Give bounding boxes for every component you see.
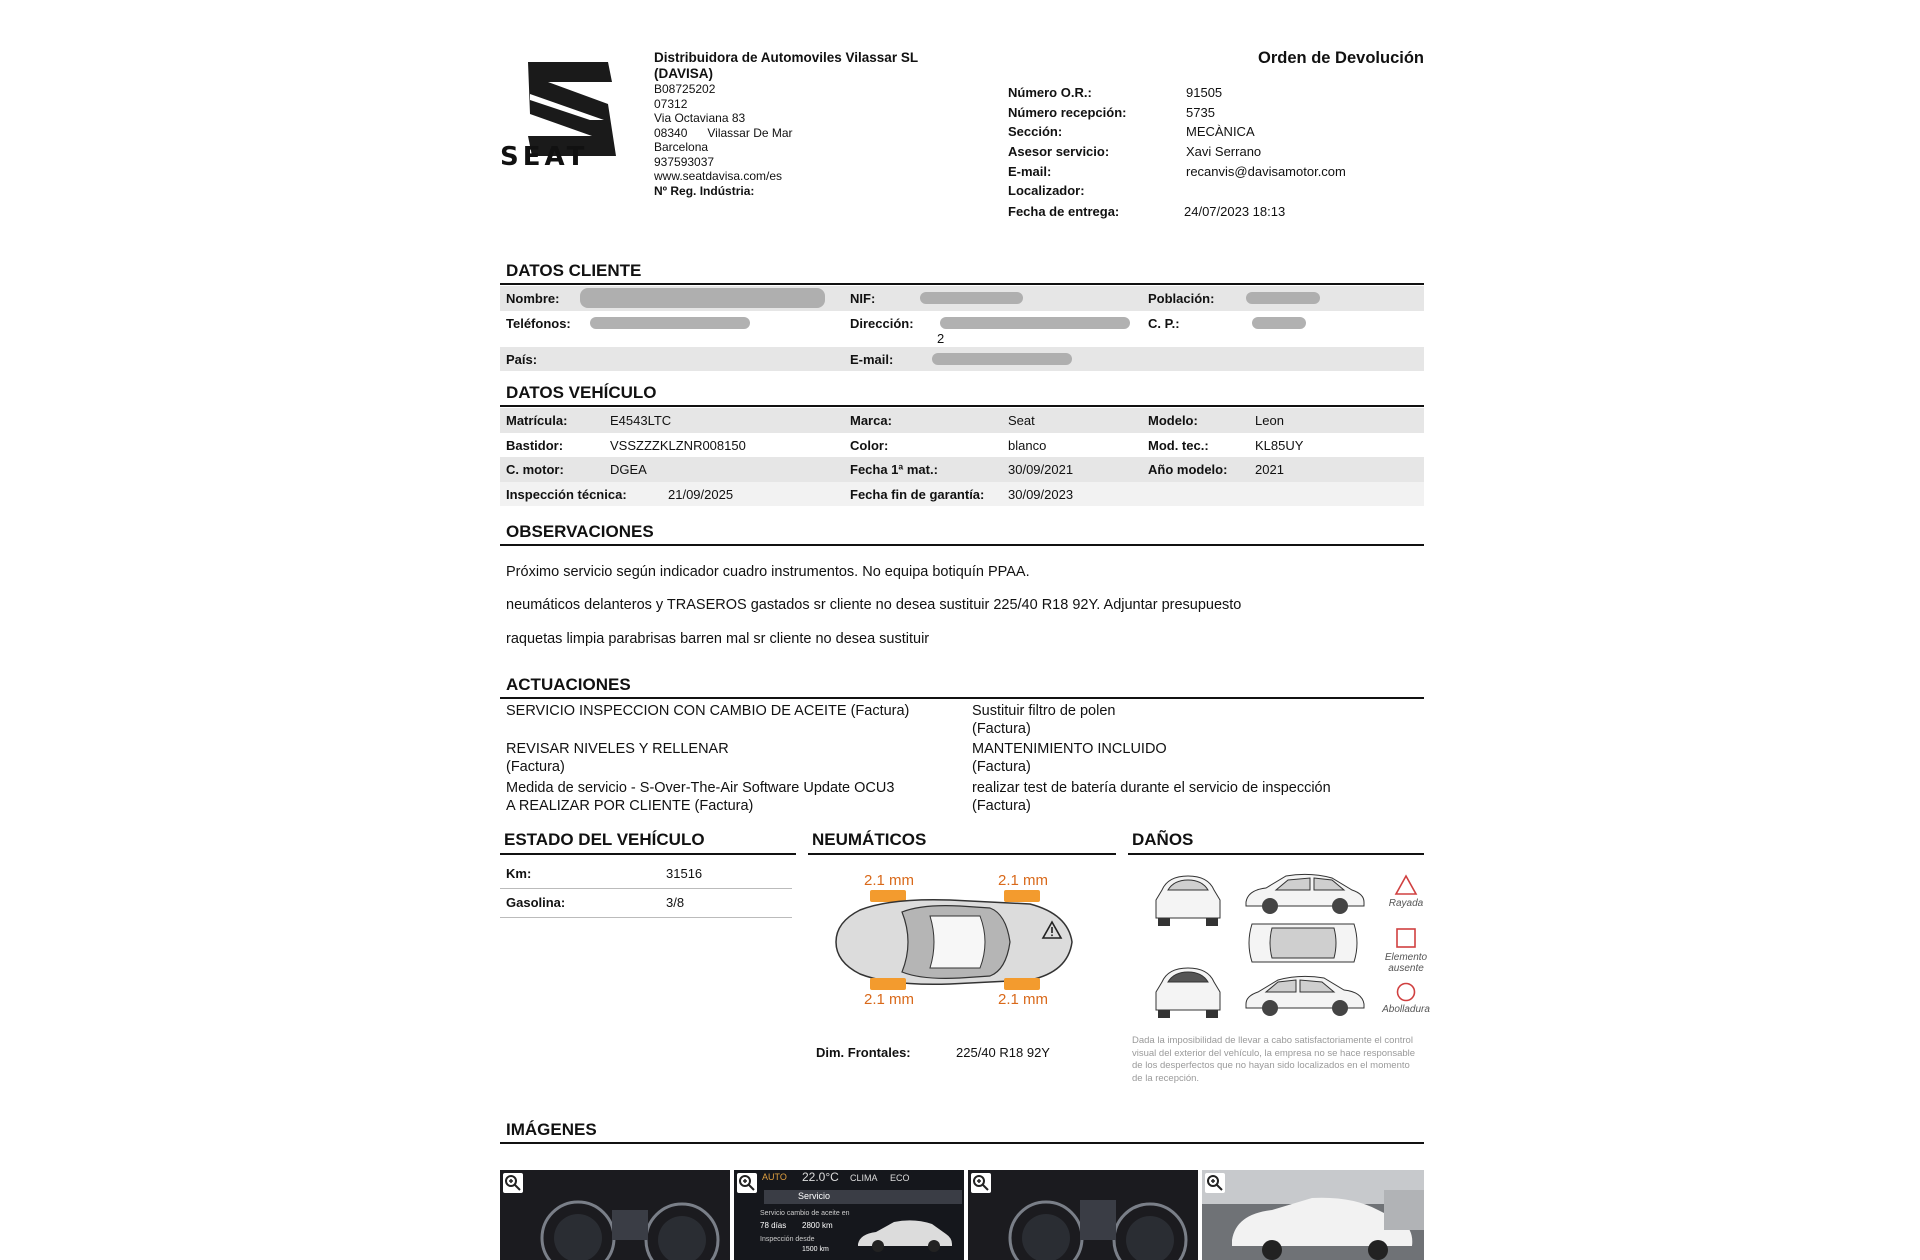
image-thumbnail[interactable]: [734, 1170, 964, 1260]
vehicle-label: Fecha 1ª mat.:: [850, 462, 938, 477]
car-silhouette-icon: [854, 1214, 954, 1254]
dent-circle-icon: [1396, 982, 1416, 1002]
vehicle-value: Seat: [1008, 413, 1035, 428]
redacted-block: [940, 317, 1130, 329]
vehicle-label: Inspección técnica:: [506, 486, 627, 502]
order-value[interactable]: recanvis@davisamotor.com: [1186, 163, 1346, 179]
estado-value: 3/8: [666, 895, 685, 910]
vehicle-label: Matrícula:: [506, 413, 568, 428]
vehicle-value: blanco: [1008, 437, 1047, 453]
vehicle-value: E4543LTC: [610, 413, 672, 428]
estado-label: Km:: [506, 866, 532, 881]
section-title-neumaticos: NEUMÁTICOS: [812, 830, 927, 849]
thumb-text: 78 días: [760, 1221, 787, 1230]
thumb-text: 22.0°C: [802, 1170, 839, 1184]
section-divider: [500, 853, 796, 855]
label-poblacion: Población:: [1148, 291, 1215, 306]
company-postal: 08340: [654, 125, 688, 140]
actuacion-item: Sustituir filtro de polen (Factura): [972, 703, 1116, 737]
tread-rear-left: 2.1 mm: [864, 991, 915, 1008]
company-code: 07312: [654, 96, 688, 111]
label-cp: C. P.:: [1148, 315, 1180, 331]
order-value: 5735: [1186, 104, 1215, 120]
section-divider: [808, 853, 1116, 855]
vehicle-value: 30/09/2023: [1008, 486, 1074, 502]
estado-label: Gasolina:: [506, 895, 566, 910]
company-address: Via Octaviana 83: [654, 111, 746, 125]
tire-rear-left: [870, 978, 906, 990]
actuacion-item: realizar test de batería durante el servicio de inspección (Factura): [972, 780, 1331, 814]
vehicle-row: [500, 408, 1424, 433]
legend-elemento-ausente: Elemento ausente: [1384, 952, 1428, 974]
vehicle-label: Modelo:: [1148, 413, 1198, 428]
thumb-text: 1500 km: [802, 1246, 829, 1253]
car-rear-view-icon: [1148, 962, 1228, 1022]
actuacion-item: SERVICIO INSPECCION CON CAMBIO DE ACEITE (Factura): [506, 703, 910, 719]
thumb-text: CLIMA: [850, 1173, 878, 1183]
dim-frontales-value: 225/40 R18 92Y: [956, 1045, 1050, 1060]
observation-line: neumáticos delanteros y TRASEROS gastados sr cliente no desea sustituir 225/40 R18 92Y. Adjuntar presupuesto: [506, 597, 1242, 613]
section-title-vehiculo: DATOS VEHÍCULO: [506, 383, 657, 402]
thumb-text: 2800 km: [802, 1221, 833, 1230]
image-thumbnail[interactable]: [968, 1170, 1198, 1260]
scratch-triangle-icon: [1394, 874, 1418, 896]
vehicle-row: [500, 482, 1424, 507]
section-title-actuaciones: ACTUACIONES: [506, 675, 631, 694]
tread-front-right: 2.1 mm: [998, 872, 1049, 889]
section-title-imagenes: IMÁGENES: [506, 1120, 597, 1139]
vehicle-label: Fecha fin de garantía:: [850, 486, 985, 502]
label-direccion: Dirección:: [850, 315, 914, 331]
vehicle-value: 30/09/2021: [1008, 462, 1074, 477]
redacted-block: [1252, 317, 1306, 329]
observation-line: raquetas limpia parabrisas barren mal sr cliente no desea sustituir: [506, 631, 930, 647]
warning-triangle-icon: [1041, 920, 1063, 940]
label-pais: País:: [506, 351, 538, 367]
company-province: Barcelona: [654, 140, 709, 154]
vehicle-label: Marca:: [850, 413, 892, 428]
document-page: [500, 0, 1430, 1260]
zoom-icon[interactable]: [737, 1173, 757, 1193]
dashboard-cluster-icon: [968, 1170, 1198, 1260]
actuacion-item: REVISAR NIVELES Y RELLENAR (Factura): [506, 741, 729, 775]
vehicle-value: Leon: [1255, 413, 1284, 428]
order-value: 24/07/2023 18:13: [1184, 204, 1286, 220]
vehicle-label: C. motor:: [506, 462, 564, 477]
vehicle-row: [500, 433, 1424, 458]
car-side-right-icon: [1240, 868, 1370, 918]
vehicle-label: Mod. tec.:: [1148, 437, 1209, 453]
order-value: MECÀNICA: [1186, 124, 1255, 140]
order-label: Número recepción:: [1008, 104, 1127, 120]
car-photo-icon: [1202, 1170, 1424, 1260]
dim-frontales-label: Dim. Frontales:: [816, 1045, 911, 1060]
tread-front-left: 2.1 mm: [864, 872, 915, 889]
order-label: Localizador:: [1008, 183, 1085, 199]
thumb-text: Inspección desde: [760, 1236, 815, 1243]
section-divider: [500, 697, 1424, 699]
image-thumbnail[interactable]: [500, 1170, 730, 1260]
image-thumbnail[interactable]: [1202, 1170, 1424, 1260]
vehicle-value: 2021: [1255, 462, 1284, 477]
redacted-block: [920, 292, 1023, 304]
vehicle-value: VSSZZZKLZNR008150: [610, 437, 746, 453]
order-label: Fecha de entrega:: [1008, 204, 1120, 220]
thumb-text: Servicio cambio de aceite en: [760, 1210, 850, 1217]
car-front-view-icon: [1148, 870, 1228, 930]
seat-wordmark: SEAT: [500, 142, 589, 172]
redacted-block: [580, 288, 825, 308]
tread-rear-right: 2.1 mm: [998, 991, 1049, 1008]
client-row: [500, 347, 1424, 372]
redacted-block: [1246, 292, 1320, 304]
order-label: Sección:: [1008, 124, 1063, 140]
section-title-cliente: DATOS CLIENTE: [506, 261, 642, 280]
order-value: Xavi Serrano: [1186, 144, 1262, 160]
thumb-header-bar: [764, 1190, 962, 1204]
vehicle-value: DGEA: [610, 462, 647, 477]
document-title: Orden de Devolución: [1258, 49, 1424, 67]
redacted-block: [590, 317, 750, 329]
section-title-danos: DAÑOS: [1132, 830, 1194, 849]
car-side-left-icon: [1240, 970, 1370, 1020]
zoom-icon[interactable]: [503, 1173, 523, 1193]
legend-rayada: Rayada: [1388, 898, 1424, 909]
observation-line: Próximo servicio según indicador cuadro instrumentos. No equipa botiquín PPAA.: [506, 564, 1030, 580]
damage-disclaimer: Dada la imposibilidad de llevar a cabo satisfactoriamente el control visual del exterior del vehículo, la empresa no se hace responsable de los desperfectos que no hayan sido localizados en el momento de la recepción.: [1132, 1035, 1416, 1084]
direccion-extra: 2: [937, 330, 945, 346]
section-divider: [500, 544, 1424, 546]
client-row: [500, 286, 1424, 311]
section-title-estado: ESTADO DEL VEHÍCULO: [504, 830, 705, 849]
vehicle-value: 21/09/2025: [668, 486, 734, 502]
actuacion-item: MANTENIMIENTO INCLUIDO (Factura): [972, 741, 1167, 775]
order-label: Asesor servicio:: [1008, 144, 1110, 160]
thumb-text: Servicio: [798, 1191, 831, 1201]
legend-abolladura: Abolladura: [1382, 1004, 1430, 1015]
company-info: [654, 50, 944, 198]
label-telefonos: Teléfonos:: [506, 315, 571, 331]
company-cif: B08725202: [654, 82, 716, 96]
section-divider: [500, 283, 1424, 285]
vehicle-label: Color:: [850, 437, 889, 453]
dashboard-cluster-icon: [500, 1170, 730, 1260]
order-label: Número O.R.:: [1008, 85, 1092, 100]
vehicle-label: Año modelo:: [1148, 462, 1228, 477]
actuacion-item: Medida de servicio - S-Over-The-Air Software Update OCU3 A REALIZAR POR CLIENTE (Factura): [506, 780, 895, 814]
tire-rear-right: [1004, 978, 1040, 990]
order-value: 91505: [1186, 85, 1223, 100]
section-divider: [1128, 853, 1424, 855]
vehicle-label: Bastidor:: [506, 437, 564, 453]
label-nombre: Nombre:: [506, 291, 560, 306]
zoom-icon[interactable]: [1205, 1173, 1225, 1193]
label-nif: NIF:: [850, 291, 876, 306]
missing-square-icon: [1396, 928, 1416, 948]
company-name: Distribuidora de Automoviles Vilassar SL (DAVISA): [654, 50, 918, 81]
estado-row: [500, 860, 792, 889]
car-top-view-icon: [830, 892, 1080, 992]
company-city: Vilassar De Mar: [707, 125, 793, 140]
order-label: E-mail:: [1008, 163, 1052, 179]
zoom-icon[interactable]: [971, 1173, 991, 1193]
vehicle-row: [500, 457, 1424, 482]
vehicle-value: KL85UY: [1255, 437, 1304, 453]
car-top-small-icon: [1242, 918, 1364, 968]
section-divider: [500, 1142, 1424, 1144]
estado-value: 31516: [666, 866, 703, 881]
estado-row: [500, 889, 792, 918]
company-web[interactable]: www.seatdavisa.com/es: [654, 169, 783, 183]
thumb-text: AUTO: [762, 1172, 787, 1182]
section-title-observaciones: OBSERVACIONES: [506, 522, 654, 541]
company-phone: 937593037: [654, 154, 715, 169]
redacted-block: [932, 353, 1072, 365]
company-reg-label: Nº Reg. Indústria:: [654, 183, 755, 198]
label-email: E-mail:: [850, 351, 894, 367]
thumb-text: ECO: [890, 1173, 910, 1183]
client-row: [500, 311, 1424, 347]
section-divider: [500, 405, 1424, 407]
